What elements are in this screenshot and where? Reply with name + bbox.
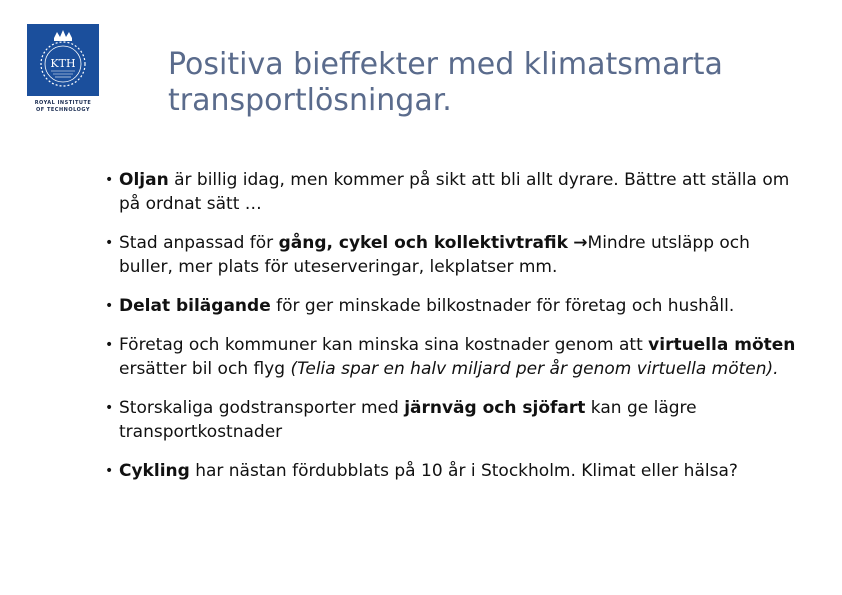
bullet-text: Företag och kommuner kan minska sina kostnader genom att [119,335,649,355]
logo-caption-line1: ROYAL INSTITUTE [34,100,92,106]
bullet-list [103,168,803,483]
bullet-text: Storskaliga godstransporter med [119,398,405,418]
logo-caption [27,100,99,114]
arrow-right-icon: → [573,233,588,253]
bullet-text: har nästan fördubblats på 10 år i Stockholm. Klimat eller hälsa? [189,461,738,481]
bullet-text-italic: (Telia spar en halv miljard per år genom virtuella möten). [290,359,779,379]
bullet-item [103,459,803,483]
bullet-text-bold: Cykling [119,461,190,481]
bullet-text: är billig idag, men kommer på sikt att bli allt dyrare. Bättre att ställa om på ordnat sätt … [119,170,790,214]
bullet-text-bold: järnväg och sjöfart [404,398,586,418]
bullet-item [103,168,803,216]
bullet-item [103,396,803,444]
bullet-text-bold: Delat bilägande [119,296,271,316]
logo-letters: KTH [50,57,76,70]
bullet-text: för ger minskade bilkostnader för företag och hushåll. [270,296,735,316]
bullet-text-bold: virtuella möten [648,335,796,355]
slide-title: Positiva bieffekter med klimatsmarta transportlösningar. [168,47,723,118]
logo-caption-line2: OF TECHNOLOGY [36,107,90,113]
bullet-text: Mindre utsläpp och buller, mer plats för uteserveringar, lekplatser mm. [119,233,750,277]
kth-logo [27,24,102,114]
bullet-text-bold: gång, cykel och kollektivtrafik [278,233,568,253]
bullet-text-bold: Oljan [119,170,169,190]
crown-emblem-icon [27,24,99,96]
bullet-item [103,231,803,279]
bullet-text: ersätter bil och flyg [119,359,291,379]
bullet-item [103,294,803,318]
bullet-text: Stad anpassad för [119,233,279,253]
bullet-text: kan ge lägre transportkostnader [119,398,697,442]
bullet-item [103,333,803,381]
kth-emblem [27,24,99,96]
